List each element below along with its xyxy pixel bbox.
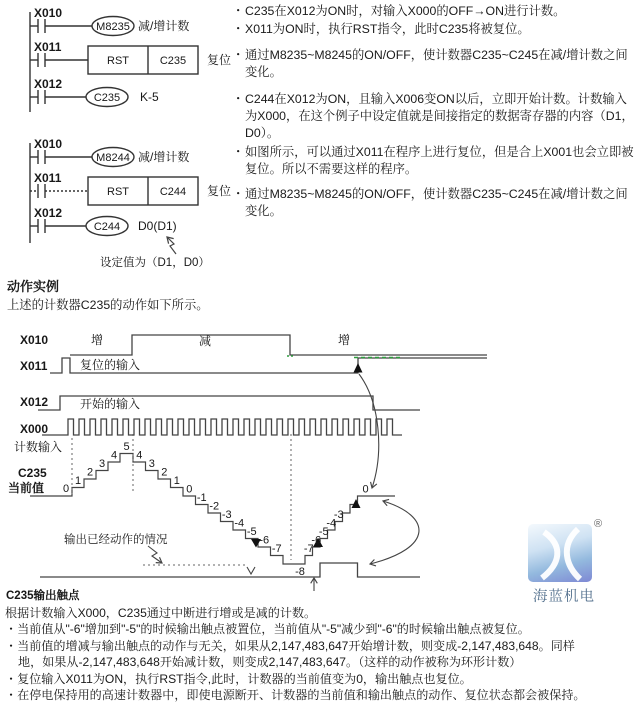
coil-note: 减/增计数: [138, 19, 190, 33]
reset-v-arrow: [247, 567, 255, 574]
signal-label: C235输出触点: [6, 590, 80, 602]
stair-value-label: 4: [136, 449, 143, 462]
stair-value-label: 2: [161, 466, 168, 479]
rst-op: RST: [107, 55, 129, 67]
setvalue-arrow: [167, 237, 176, 254]
bullet-text: 通过M8235~M8245的ON/OFF，使计数器C235~C245在减/增计数之间变化。: [245, 187, 628, 218]
already-operated-label: 输出已经动作的情况: [64, 534, 168, 546]
rst-operand: C244: [159, 186, 187, 198]
bullet-glyph: ・: [232, 4, 245, 18]
note-line: ・复位输入X011为ON，执行RST指令,此时，计数器的当前值变为0，输出触点也复位。: [5, 671, 472, 686]
stair-value-label: -3: [333, 509, 344, 521]
bullet-text: X011为ON时，执行RST指令，此时C235将被复位。: [245, 21, 530, 36]
contact-label: X010: [34, 137, 63, 151]
note-line: 根据计数输入X000，C235通过中断进行增或是减的计数。: [5, 606, 317, 620]
signal-label: X011: [20, 359, 48, 373]
signal-label: X010: [20, 333, 49, 347]
note-line: 地，如果从-2,147,483,648开始减计数，则变成2,147,483,647。（这样的动作被称为环形计数）: [18, 655, 522, 670]
setvalue-annotation: 设定值为（D1，D0）: [100, 257, 210, 269]
bullet-text: 通过M8235~M8245的ON/OFF，使计数器C235~C245在减/增计数之间变化。: [245, 48, 628, 79]
stair-value-label: 2: [86, 466, 94, 479]
coil-text: C235: [93, 92, 121, 104]
x011-edge-triangle: [354, 363, 363, 373]
signal-sublabel: 计数输入: [14, 440, 63, 454]
coil-note: K-5: [140, 90, 159, 104]
ladder-diagrams: [8, 2, 245, 274]
stair-value-label: -6: [311, 534, 322, 547]
signal-label: 当前值: [8, 481, 45, 495]
coil-note: 减/增计数: [138, 150, 190, 164]
stair-value-label: -6: [259, 534, 270, 547]
signal-label: C235: [18, 466, 47, 480]
bullet-text: 如图所示，可以通过X011在程序上进行复位，但是合上X001也会立即被复位。所以不需要这样的程序。: [245, 145, 634, 176]
annotation-zigzag-arrow: [148, 546, 162, 563]
rst-op: RST: [107, 186, 129, 198]
output-reset-curve-arrow: [370, 501, 419, 564]
coil-text: C244: [93, 221, 121, 233]
stair-value-label: -5: [246, 526, 257, 538]
stair-value-label: -4: [234, 517, 245, 530]
x010-waveform: [70, 335, 487, 355]
bullet-glyph: ・: [232, 21, 245, 36]
stair-value-label: -1: [196, 492, 207, 504]
final-step-triangle-up: [352, 499, 361, 508]
company-logo: [528, 518, 608, 606]
bullet-glyph: ・: [232, 145, 245, 160]
bullet-glyph: ・: [232, 92, 245, 107]
logo-mark: [528, 518, 603, 582]
signal-label: X000: [20, 422, 49, 436]
stair-value-label: -2: [209, 500, 220, 513]
contact-label: X012: [34, 206, 63, 220]
x000-clock-waveform: [42, 419, 402, 435]
description-bullets: [232, 2, 637, 220]
logo-text: 海蓝机电: [533, 589, 595, 605]
section-intro: 上述的计数器C235的动作如下所示。: [7, 298, 209, 312]
stair-value-label: 0: [186, 483, 193, 496]
logo-swirl-right: [567, 529, 580, 579]
contact-label: X010: [34, 6, 63, 20]
bullet-glyph: ・: [232, 187, 245, 202]
bullet-text: C235在X012为ON时，对输入X000的OFF→ON进行计数。: [245, 4, 566, 18]
rst-operand: C235: [159, 55, 187, 67]
stair-value-label: 1: [173, 475, 180, 487]
stair-value-label: 3: [148, 458, 155, 470]
note-line: ・当前值从"-6"增加到"-5"的时候输出触点被置位，当前值从"-5"减少到"-6"的时候输出触点被复位。: [5, 622, 530, 637]
phase-label-down: 减: [198, 334, 212, 348]
stair-value-label: -7: [303, 543, 314, 555]
stair-value-label: -4: [326, 517, 337, 530]
rst-note: 复位: [207, 53, 232, 67]
stair-value-label: 4: [110, 449, 118, 462]
rst-note: 复位: [207, 184, 232, 198]
stair-value-label: 0: [362, 483, 369, 496]
phase-label-up1: 增: [90, 333, 104, 347]
stair-value-label: -7: [271, 543, 282, 555]
bullet-item: [232, 91, 637, 141]
bullet-item: [232, 21, 637, 38]
coil-text: M8235: [96, 21, 130, 33]
stair-value-label: 3: [98, 458, 106, 470]
bullet-item: [232, 186, 637, 219]
bullet-item: [232, 47, 637, 80]
bullet-glyph: ・: [232, 48, 245, 63]
stair-value-label: -8: [295, 566, 305, 578]
bullet-text: C244在X012为ON，且输入X006变ON以后，立即开始计数。计数输入为X000，在这个例子中设定值就是间接指定的数据寄存器的内容（D1，D0）。: [245, 92, 634, 140]
start-input-label: 开始的输入: [80, 397, 141, 411]
reset-input-label: 复位的输入: [80, 358, 141, 372]
contact-label: X011: [34, 171, 62, 185]
section-heading: 动作实例: [7, 279, 60, 294]
stair-value-label: -5: [318, 526, 329, 538]
bullet-item: [232, 144, 637, 177]
bottom-notes: [5, 605, 638, 703]
registered-mark: ®: [594, 518, 603, 530]
contact-label: X012: [34, 77, 63, 91]
logo-swirl-left: [542, 532, 557, 578]
phase-label-up2: 增: [337, 333, 351, 347]
coil-text: M8244: [96, 152, 130, 164]
stair-value-label: 0: [62, 483, 70, 495]
contact-label: X011: [34, 40, 62, 54]
coil-note: D0(D1): [138, 219, 177, 233]
note-line: ・在停电保持用的高速计数器中，即使电源断开、计数器的当前值和输出触点的动作、复位状态都会被保持。: [5, 688, 586, 703]
bullet-item: [232, 3, 637, 20]
note-line: ・当前值的增减与输出触点的动作与无关，如果从2,147,483,647开始增计数，则变成-2,147,483,648。同样: [5, 638, 575, 653]
timing-diagram: [0, 320, 520, 608]
signal-label: X012: [20, 395, 49, 409]
stair-value-label: 1: [74, 475, 82, 487]
stair-value-label: -3: [221, 509, 232, 521]
stair-value-label: 5: [123, 441, 130, 453]
